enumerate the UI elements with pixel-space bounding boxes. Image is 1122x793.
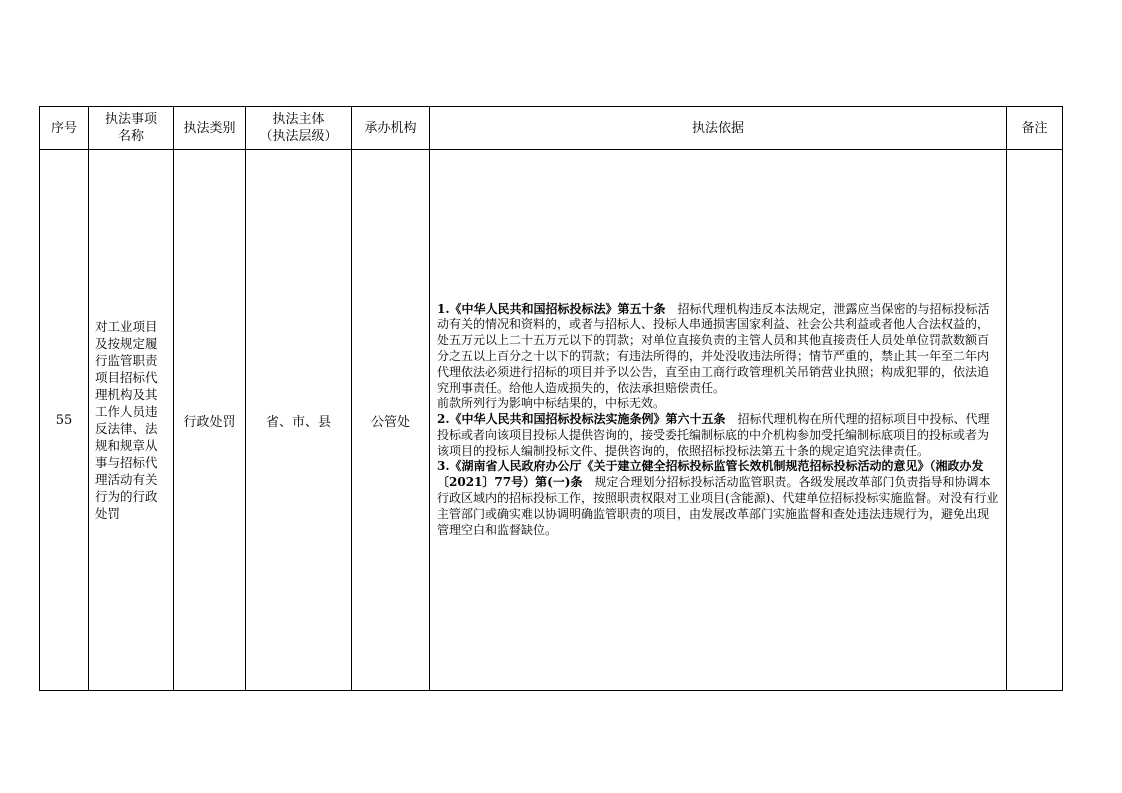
basis-p1-text: 招标代理机构违反本法规定，泄露应当保密的与招标投标活动有关的情况和资料的，或者与招标人、投标人串通损害国家利益、社会公共利益或者他人合法权益的，处五万元以上二十五万元以下的罚款；对单位直接负责的主管人员和其他直接责任人员处单位罚款数额百分之五以上百分之十以下的罚款；有违法所得的，并处没收违法所得；情节严重的，禁止其一年至二年内代理依法必须进行招标的项目并予以公告，直至由工商行政管理机关吊销营业执照；构成犯罪的，依法追究刑事责任。给他人造成损失的，依法承担赔偿责任。 xyxy=(437,301,990,395)
header-org: 承办机构 xyxy=(352,107,430,150)
basis-p2-title: 2.《中华人民共和国招标投标法实施条例》第六十五条 xyxy=(437,412,726,427)
basis-paragraph-1b: 前款所列行为影响中标结果的，中标无效。 xyxy=(437,396,666,411)
header-basis: 执法依据 xyxy=(430,107,1007,150)
cell-category: 行政处罚 xyxy=(174,150,246,691)
basis-paragraph-1 xyxy=(437,302,999,397)
cell-remark xyxy=(1007,150,1063,691)
header-category: 执法类别 xyxy=(174,107,246,150)
header-seq: 序号 xyxy=(40,107,89,150)
basis-p3-title: 3.《湖南省人民政府办公厅《关于建立健全招标投标监管长效机制规范招标投标活动的意见》（湘政办发〔2021〕77号）第(一)条 xyxy=(437,459,984,490)
basis-paragraph-3 xyxy=(437,459,999,538)
basis-p2-text: 招标代理机构在所代理的招标项目中投标、代理投标或者向该项目投标人提供咨询的，接受委托编制标底的中介机构参加受托编制标底项目的投标或者为该项目的投标人编制投标文件、提供咨询的，依照招标投标法第五十条的规定追究法律责任。 xyxy=(437,412,990,458)
header-row xyxy=(40,107,1063,150)
table-row xyxy=(40,150,1063,691)
header-subject xyxy=(246,107,352,150)
cell-seq: 55 xyxy=(40,150,89,691)
cell-item: 对工业项目及按规定履行监管职责项目招标代理机构及其工作人员违反法律、法规和规章从事与招标代理活动有关行为的行政处罚 xyxy=(89,150,174,691)
header-item: 执法事项名称 xyxy=(89,107,174,150)
basis-p3-text: 规定合理划分招标投标活动监管职责。各级发展改革部门负责指导和协调本行政区域内的招标投标工作，按照职责权限对工业项目(含能源)、代建单位招标投标实施监督。对没有行业主管部门或确实难以协调明确监管职责的项目，由发展改革部门实施监督和查处违法违规行为，避免出现管理空白和监督缺位。 xyxy=(437,475,999,537)
law-enforcement-table xyxy=(39,106,1063,691)
cell-basis xyxy=(430,150,1007,691)
header-remark: 备注 xyxy=(1007,107,1063,150)
header-subject-line1: 执法主体 xyxy=(272,112,325,127)
cell-org: 公管处 xyxy=(352,150,430,691)
basis-p1-title: 1.《中华人民共和国招标投标法》第五十条 xyxy=(437,301,666,316)
cell-subject: 省、市、县 xyxy=(246,150,352,691)
header-subject-line2: （执法层级） xyxy=(259,129,338,144)
basis-paragraph-2 xyxy=(437,412,999,459)
